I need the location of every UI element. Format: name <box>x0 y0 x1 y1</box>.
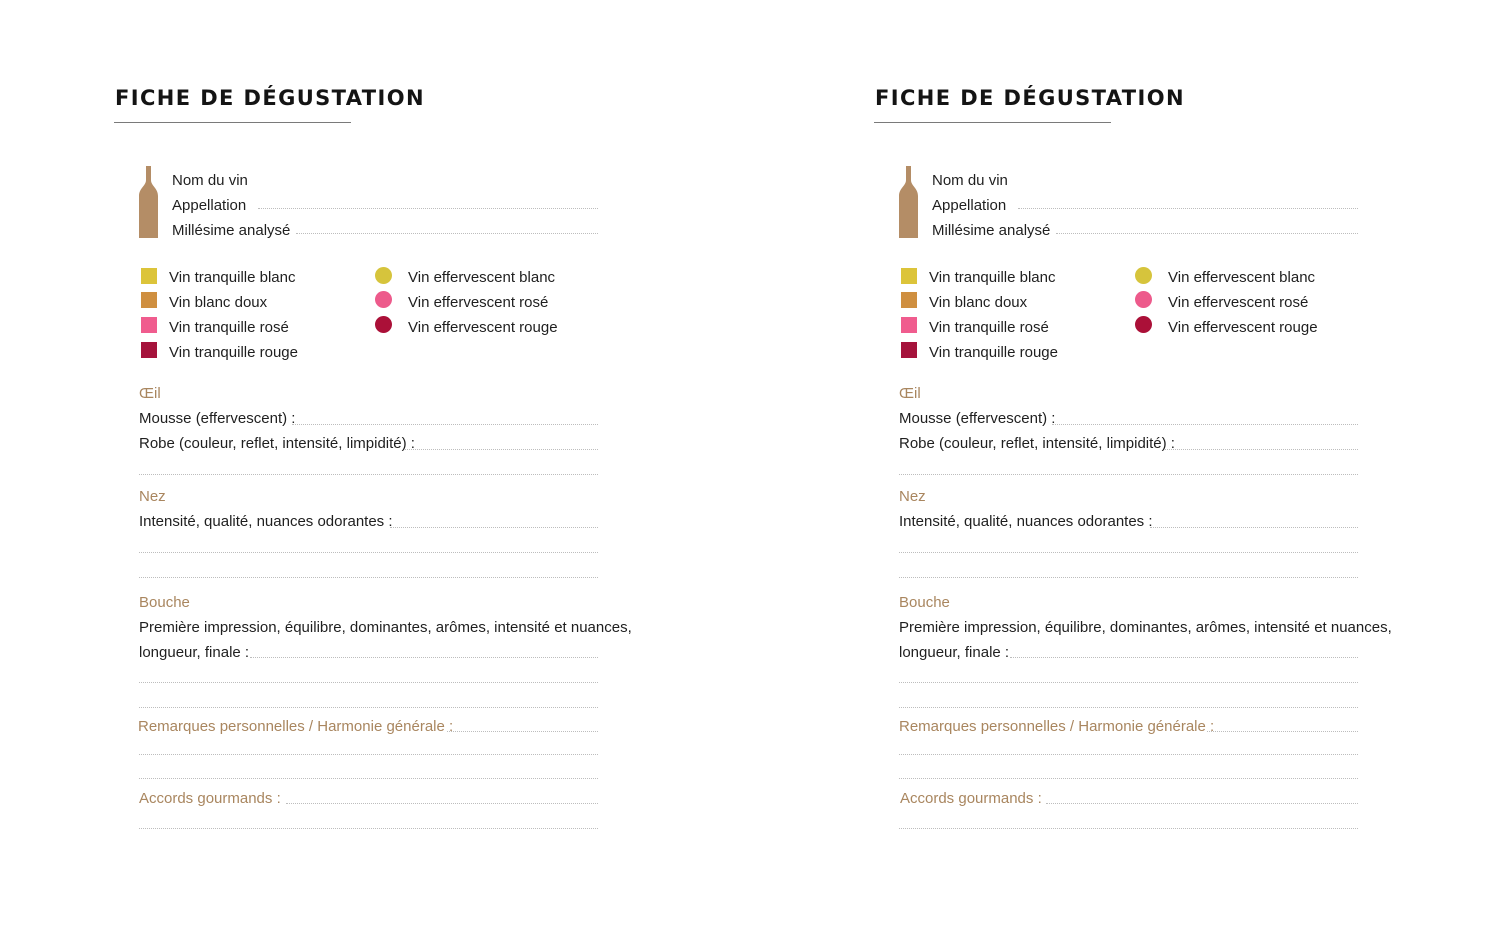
mousse-label: Mousse (effervescent) : <box>899 410 1056 427</box>
vintage-label: Millésime analysé <box>932 222 1051 239</box>
mouth-field[interactable] <box>250 657 598 658</box>
robe-field[interactable] <box>405 449 598 450</box>
mouth-label-line-2: longueur, finale : <box>899 644 1010 661</box>
robe-field-continued[interactable] <box>899 474 1358 475</box>
mousse-field[interactable] <box>1052 424 1358 425</box>
mouth-label-line-2: longueur, finale : <box>139 644 250 661</box>
wine-name-label: Nom du vin <box>172 172 248 189</box>
nose-field-line-3[interactable] <box>899 577 1358 578</box>
nose-field[interactable] <box>1150 527 1358 528</box>
wine-bottle-icon <box>899 166 918 238</box>
category-label: Vin blanc doux <box>169 294 268 311</box>
vintage-label: Millésime analysé <box>172 222 291 239</box>
category-label: Vin effervescent rosé <box>408 294 549 311</box>
checkbox-sparkling-red[interactable] <box>375 316 392 333</box>
appellation-label: Appellation <box>172 197 247 214</box>
checkbox-sweet-white[interactable] <box>901 292 917 308</box>
category-label: Vin tranquille blanc <box>169 269 296 286</box>
wine-name-label: Nom du vin <box>932 172 1008 189</box>
section-eye-heading: Œil <box>899 385 921 402</box>
category-label: Vin tranquille rosé <box>169 319 289 336</box>
pairings-field[interactable] <box>286 803 598 804</box>
checkbox-sparkling-red[interactable] <box>1135 316 1152 333</box>
mouth-field-line-3[interactable] <box>899 707 1358 708</box>
remarks-field[interactable] <box>447 731 598 732</box>
remarks-field-line-3[interactable] <box>899 778 1358 779</box>
robe-field-continued[interactable] <box>139 474 598 475</box>
title-underline <box>114 122 351 123</box>
section-mouth-heading: Bouche <box>139 594 190 611</box>
remarks-field-line-2[interactable] <box>899 754 1358 755</box>
category-label: Vin effervescent rosé <box>1168 294 1309 311</box>
title-underline <box>874 122 1111 123</box>
remarks-field-line-2[interactable] <box>139 754 598 755</box>
category-label: Vin tranquille rouge <box>929 344 1058 361</box>
vintage-field[interactable] <box>296 233 598 234</box>
category-label: Vin effervescent rouge <box>408 319 558 336</box>
checkbox-still-rose[interactable] <box>141 317 157 333</box>
robe-field[interactable] <box>1165 449 1358 450</box>
sheet-title: FICHE DE DÉGUSTATION <box>875 86 1185 110</box>
appellation-label: Appellation <box>932 197 1007 214</box>
tasting-sheet-left <box>0 0 700 928</box>
checkbox-still-red[interactable] <box>141 342 157 358</box>
checkbox-still-white[interactable] <box>901 268 917 284</box>
checkbox-sweet-white[interactable] <box>141 292 157 308</box>
remarks-label: Remarques personnelles / Harmonie générale : <box>899 718 1215 735</box>
sheet-title: FICHE DE DÉGUSTATION <box>115 86 425 110</box>
category-label: Vin tranquille blanc <box>929 269 1056 286</box>
nose-field-line-2[interactable] <box>139 552 598 553</box>
category-label: Vin effervescent rouge <box>1168 319 1318 336</box>
mousse-field[interactable] <box>292 424 598 425</box>
mouth-field[interactable] <box>1010 657 1358 658</box>
pairings-label: Accords gourmands : <box>139 790 281 807</box>
category-label: Vin tranquille rosé <box>929 319 1049 336</box>
nose-field[interactable] <box>390 527 598 528</box>
mouth-label-line-1: Première impression, équilibre, dominantes, arômes, intensité et nuances, <box>899 619 1392 636</box>
nose-label: Intensité, qualité, nuances odorantes : <box>899 513 1153 530</box>
nose-label: Intensité, qualité, nuances odorantes : <box>139 513 393 530</box>
section-eye-heading: Œil <box>139 385 161 402</box>
checkbox-still-rose[interactable] <box>901 317 917 333</box>
pairings-field-line-2[interactable] <box>899 828 1358 829</box>
checkbox-sparkling-white[interactable] <box>375 267 392 284</box>
appellation-field[interactable] <box>1018 208 1358 209</box>
checkbox-still-white[interactable] <box>141 268 157 284</box>
section-nose-heading: Nez <box>899 488 926 505</box>
pairings-field-line-2[interactable] <box>139 828 598 829</box>
category-label: Vin effervescent blanc <box>408 269 556 286</box>
mouth-field-line-2[interactable] <box>139 682 598 683</box>
robe-label: Robe (couleur, reflet, intensité, limpidité) : <box>139 435 415 452</box>
nose-field-line-3[interactable] <box>139 577 598 578</box>
remarks-field-line-3[interactable] <box>139 778 598 779</box>
section-mouth-heading: Bouche <box>899 594 950 611</box>
category-label: Vin effervescent blanc <box>1168 269 1316 286</box>
section-nose-heading: Nez <box>139 488 166 505</box>
mousse-label: Mousse (effervescent) : <box>139 410 296 427</box>
wine-bottle-icon <box>139 166 158 238</box>
checkbox-still-red[interactable] <box>901 342 917 358</box>
mouth-field-line-2[interactable] <box>899 682 1358 683</box>
category-label: Vin tranquille rouge <box>169 344 298 361</box>
mouth-label-line-1: Première impression, équilibre, dominantes, arômes, intensité et nuances, <box>139 619 632 636</box>
vintage-field[interactable] <box>1056 233 1358 234</box>
remarks-field[interactable] <box>1207 731 1358 732</box>
nose-field-line-2[interactable] <box>899 552 1358 553</box>
appellation-field[interactable] <box>258 208 598 209</box>
mouth-field-line-3[interactable] <box>139 707 598 708</box>
pairings-label: Accords gourmands : <box>900 790 1042 807</box>
tasting-sheet-right <box>760 0 1460 928</box>
pairings-field[interactable] <box>1046 803 1358 804</box>
checkbox-sparkling-white[interactable] <box>1135 267 1152 284</box>
checkbox-sparkling-rose[interactable] <box>1135 291 1152 308</box>
remarks-label: Remarques personnelles / Harmonie générale : <box>138 718 454 735</box>
category-label: Vin blanc doux <box>929 294 1028 311</box>
robe-label: Robe (couleur, reflet, intensité, limpidité) : <box>899 435 1175 452</box>
checkbox-sparkling-rose[interactable] <box>375 291 392 308</box>
